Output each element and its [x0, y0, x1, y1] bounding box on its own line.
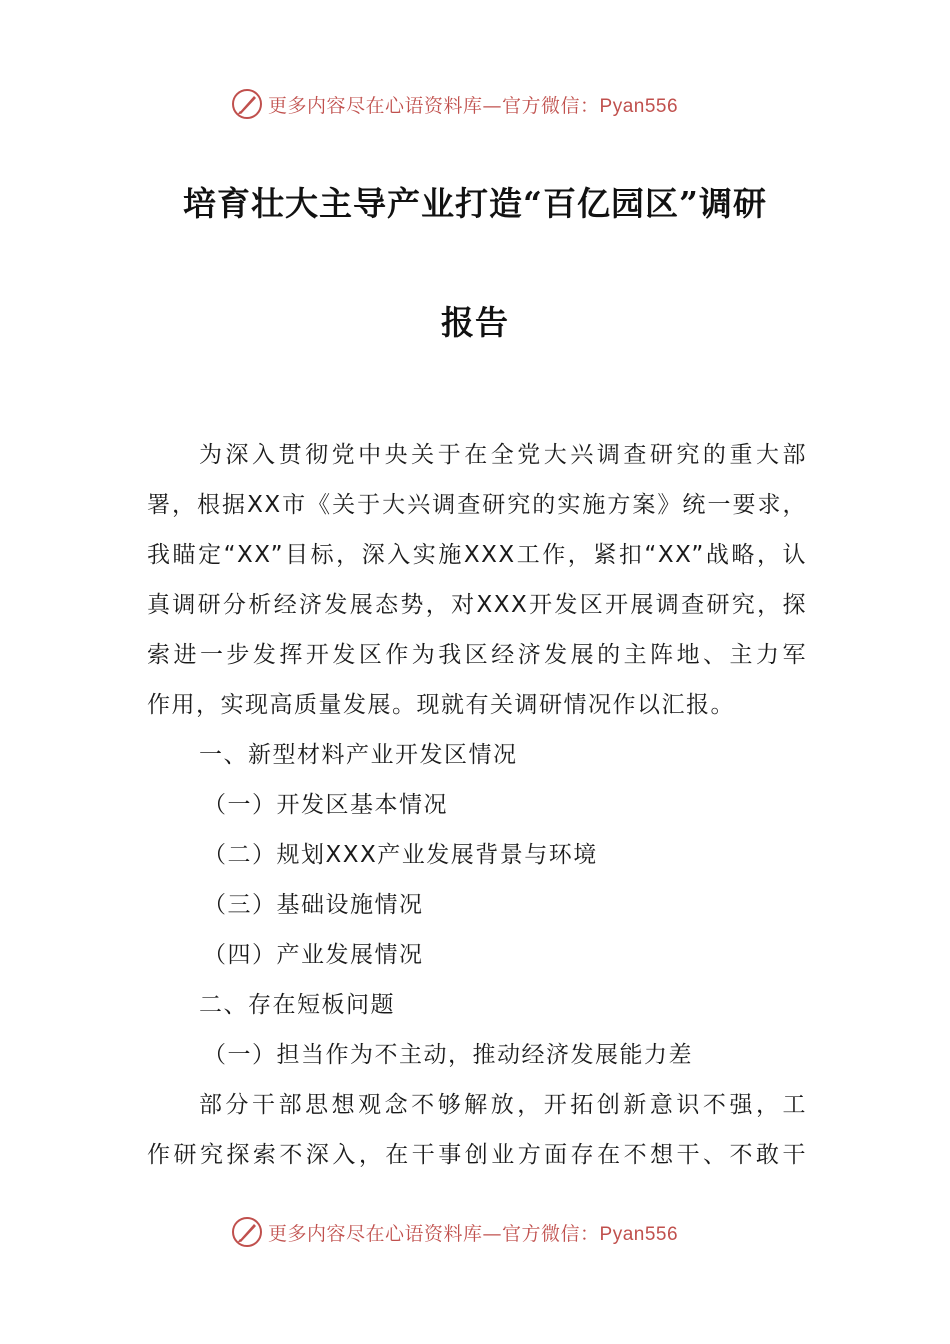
banner-text: 更多内容尽在心语资料库—官方微信：Pyan556 — [268, 94, 679, 117]
intro-line: 索进一步发挥开发区作为我区经济发展的主阵地、主力军 — [147, 642, 807, 668]
section-heading-2: 二、存在短板问题 — [199, 992, 395, 1018]
quill-logo-icon — [230, 1215, 264, 1249]
intro-line: 我瞄定“XX”目标，深入实施XXX工作，紧扣“XX”战略，认 — [147, 542, 807, 568]
watermark-banner-bottom — [0, 1212, 950, 1252]
section-heading-1: 一、新型材料产业开发区情况 — [199, 742, 518, 768]
intro-line: 真调研分析经济发展态势，对XXX开发区开展调查研究，探 — [147, 592, 807, 618]
report-title-line-1: 培育壮大主导产业打造“百亿园区”调研 — [183, 184, 767, 223]
subsection-heading: （四）产业发展情况 — [203, 942, 424, 968]
report-body — [147, 430, 807, 1180]
intro-line: 署，根据XX市《关于大兴调查研究的实施方案》统一要求， — [147, 492, 807, 518]
intro-line: 作用，实现高质量发展。现就有关调研情况作以汇报。 — [147, 692, 735, 718]
wechat-handle: Pyan556 — [599, 1223, 679, 1245]
wechat-handle: Pyan556 — [599, 95, 679, 117]
intro-line: 为深入贯彻党中央关于在全党大兴调查研究的重大部 — [199, 442, 807, 468]
subsection-heading: （一）担当作为不主动，推动经济发展能力差 — [203, 1042, 693, 1068]
quill-logo-icon — [230, 87, 264, 121]
banner-text: 更多内容尽在心语资料库—官方微信：Pyan556 — [268, 1222, 679, 1245]
subsection-heading: （三）基础设施情况 — [203, 892, 424, 918]
body-line: 部分干部思想观念不够解放，开拓创新意识不强，工 — [199, 1092, 807, 1118]
watermark-banner-top — [0, 84, 950, 124]
subsection-heading: （二）规划XXX产业发展背景与环境 — [203, 842, 598, 868]
body-line: 作研究探索不深入，在干事创业方面存在不想干、不敢干 — [147, 1142, 807, 1168]
subsection-heading: （一）开发区基本情况 — [203, 792, 448, 818]
report-title-line-2: 报告 — [441, 303, 509, 342]
